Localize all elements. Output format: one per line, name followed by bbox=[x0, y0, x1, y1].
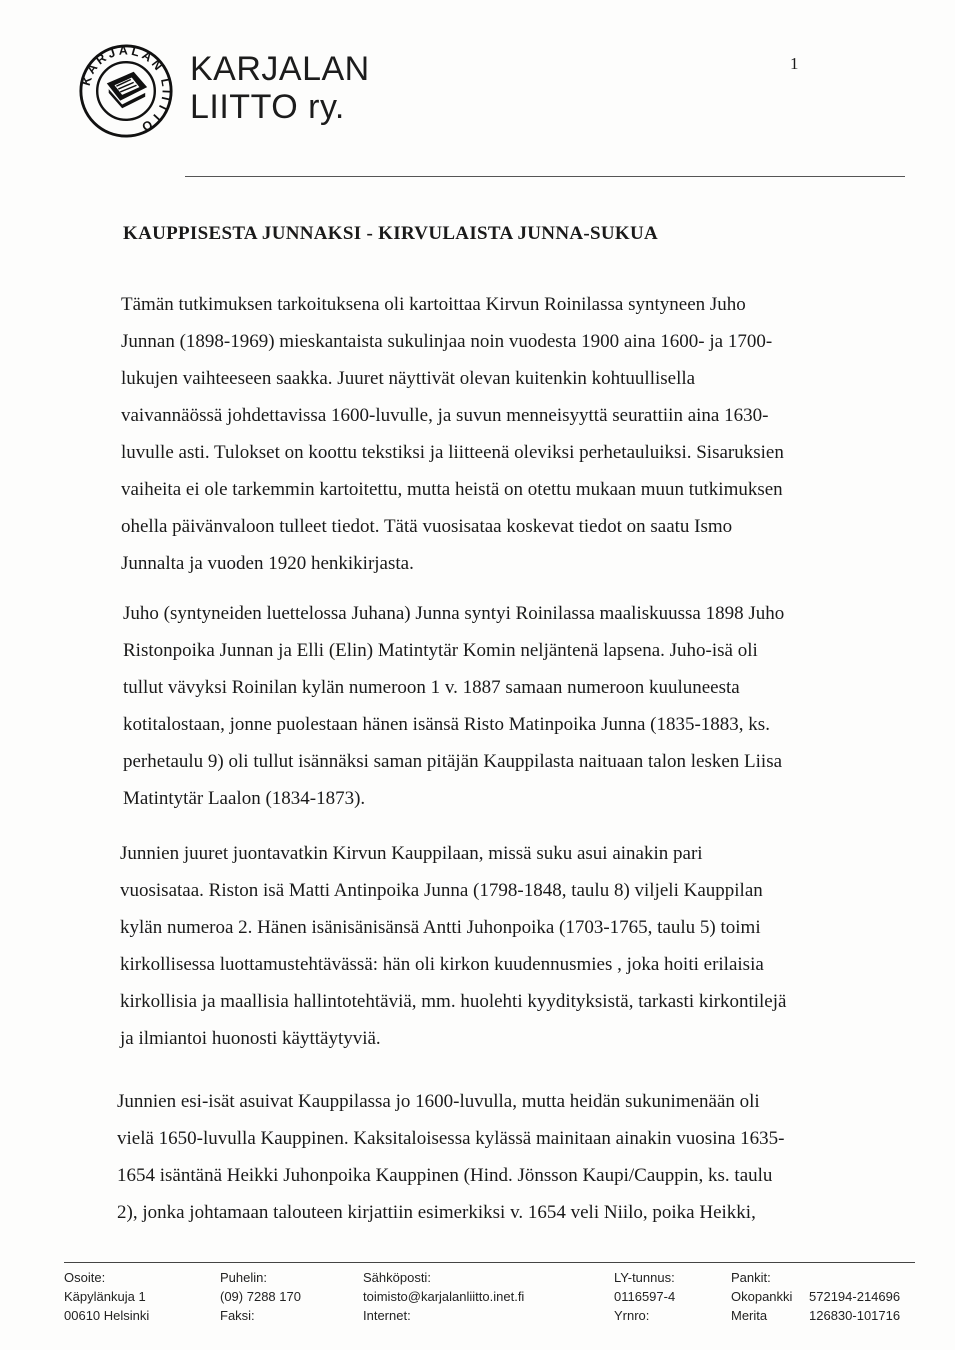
email-label: Sähköposti: bbox=[363, 1270, 431, 1285]
text-line: Ristonpoika Junnan ja Elli (Elin) Matintytär Komin neljäntenä lapsena. Juho-isä oli bbox=[123, 640, 758, 661]
text-line: Juho (syntyneiden luettelossa Juhana) Junna syntyi Roinilassa maaliskuussa 1898 Juho bbox=[123, 603, 785, 624]
text-line: vaivannäössä johdettavissa 1600-luvulle, ja suvun menneisyyttä seurattiin aina 1630- bbox=[121, 405, 769, 426]
text-line: Junnien esi-isät asuivat Kauppilassa jo 1600-luvulla, mutta heidän sukunimenään oli bbox=[117, 1091, 760, 1112]
bank1-name: Okopankki bbox=[731, 1289, 793, 1304]
text-line: kirkollisessa luottamustehtävässä: hän oli kirkon kuudennusmies , joka hoiti erilaisia bbox=[120, 954, 764, 975]
footer-address bbox=[64, 1268, 149, 1325]
phone-label: Puhelin: bbox=[220, 1270, 267, 1285]
text-line: Matintytär Laalon (1834-1873). bbox=[123, 788, 366, 809]
text-line: vaiheita ei ole tarkemmin kartoitettu, mutta heistä on otettu mukaan muun tutkimuksen bbox=[121, 479, 783, 500]
text-line: kylän numeroa 2. Hänen isänisänisänsä Antti Juhonpoika (1703-1765, taulu 5) toimi bbox=[120, 917, 761, 938]
banks-label: Pankit: bbox=[731, 1270, 771, 1285]
logo-ring-text: KARJALAN LIITTO bbox=[78, 43, 174, 136]
text-line: 1654 isäntänä Heikki Juhonpoika Kauppinen (Hind. Jönsson Kaupi/Cauppin, ks. taulu bbox=[117, 1165, 773, 1186]
header-divider bbox=[185, 176, 905, 177]
text-line: tullut vävyksi Roinilan kylän numeroon 1 v. 1887 samaan numeroon kuuluneesta bbox=[123, 677, 740, 698]
ly-tunnus-label: LY-tunnus: bbox=[614, 1270, 675, 1285]
text-line: vuosisataa. Riston isä Matti Antinpoika Junna (1798-1848, taulu 8) viljeli Kauppilan bbox=[120, 880, 763, 901]
address-street: Käpylänkuja 1 bbox=[64, 1289, 146, 1304]
text-line: vielä 1650-luvulla Kauppinen. Kaksitaloisessa kylässä mainitaan ainakin vuosina 1635- bbox=[117, 1128, 785, 1149]
page-number: 1 bbox=[790, 54, 799, 73]
organization-name-line1: KARJALAN bbox=[190, 50, 370, 88]
footer-bank-accounts bbox=[809, 1268, 900, 1325]
text-line: Junnien juuret juontavatkin Kirvun Kauppilaan, missä suku asui ainakin pari bbox=[120, 843, 703, 864]
footer-ids bbox=[614, 1268, 675, 1325]
text-line: ja ilmiantoi huonosti käyttäytyviä. bbox=[120, 1028, 381, 1049]
organization-name-line2: LIITTO ry. bbox=[190, 88, 345, 126]
footer-email bbox=[363, 1268, 524, 1325]
text-line: luvulle asti. Tulokset on koottu tekstiksi ja liitteenä oleviksi perhetauluiksi. Sisaruksien bbox=[121, 442, 784, 463]
footer-phone bbox=[220, 1268, 301, 1325]
address-label: Osoite: bbox=[64, 1270, 106, 1285]
text-line: kirkollisia ja maallisia hallintotehtäviä, mm. huolehti kyydityksistä, tarkasti kirkontilejä bbox=[120, 991, 787, 1012]
book-shield-icon bbox=[107, 72, 147, 108]
bank2-account: 126830-101716 bbox=[809, 1308, 901, 1323]
internet-label: Internet: bbox=[363, 1308, 411, 1323]
ly-tunnus-value: 0116597-4 bbox=[614, 1289, 676, 1304]
paragraph-3 bbox=[120, 835, 820, 1057]
footer-banks bbox=[731, 1268, 792, 1325]
email-address: toimisto@karjalanliitto.inet.fi bbox=[363, 1289, 525, 1304]
text-line: Junnan (1898-1969) mieskantaista sukulinjaa noin vuodesta 1900 aina 1600- ja 1700- bbox=[121, 331, 773, 352]
text-line: kotitalostaan, jonne puolestaan hänen isänsä Risto Matinpoika Junna (1835-1883, ks. bbox=[123, 714, 770, 735]
document-title: KAUPPISESTA JUNNAKSI - KIRVULAISTA JUNNA-SUKUA bbox=[123, 223, 659, 244]
paragraph-1 bbox=[121, 286, 821, 582]
paragraph-4 bbox=[117, 1083, 817, 1231]
phone-number: (09) 7288 170 bbox=[220, 1289, 301, 1304]
text-line: perhetaulu 9) oli tullut isännäksi saman pitäjän Kauppilasta naituaan talon lesken Liisa bbox=[123, 751, 783, 772]
footer-divider bbox=[64, 1262, 915, 1263]
paragraph-2 bbox=[123, 595, 823, 817]
ynro-label: Yrnro: bbox=[614, 1308, 650, 1323]
karjalan-liitto-logo bbox=[78, 43, 174, 139]
text-line: ohella päivänvaloon tulleet tiedot. Tätä vuosisataa koskevat tiedot on saatu Ismo bbox=[121, 516, 733, 537]
fax-label: Faksi: bbox=[220, 1308, 255, 1323]
organization-name bbox=[190, 50, 370, 126]
text-line: Tämän tutkimuksen tarkoituksena oli kartoittaa Kirvun Roinilassa syntyneen Juho bbox=[121, 294, 746, 315]
address-city: 00610 Helsinki bbox=[64, 1308, 150, 1323]
bank2-name: Merita bbox=[731, 1308, 768, 1323]
text-line: 2), jonka johtamaan talouteen kirjattiin esimerkiksi v. 1654 veli Niilo, poika Heikki, bbox=[117, 1202, 756, 1223]
text-line: Junnalta ja vuoden 1920 henkikirjasta. bbox=[121, 553, 414, 574]
bank1-account: 572194-214696 bbox=[809, 1289, 901, 1304]
text-line: lukujen vaihteeseen saakka. Juuret näyttivät olevan kuitenkin kohtuullisella bbox=[121, 368, 696, 389]
